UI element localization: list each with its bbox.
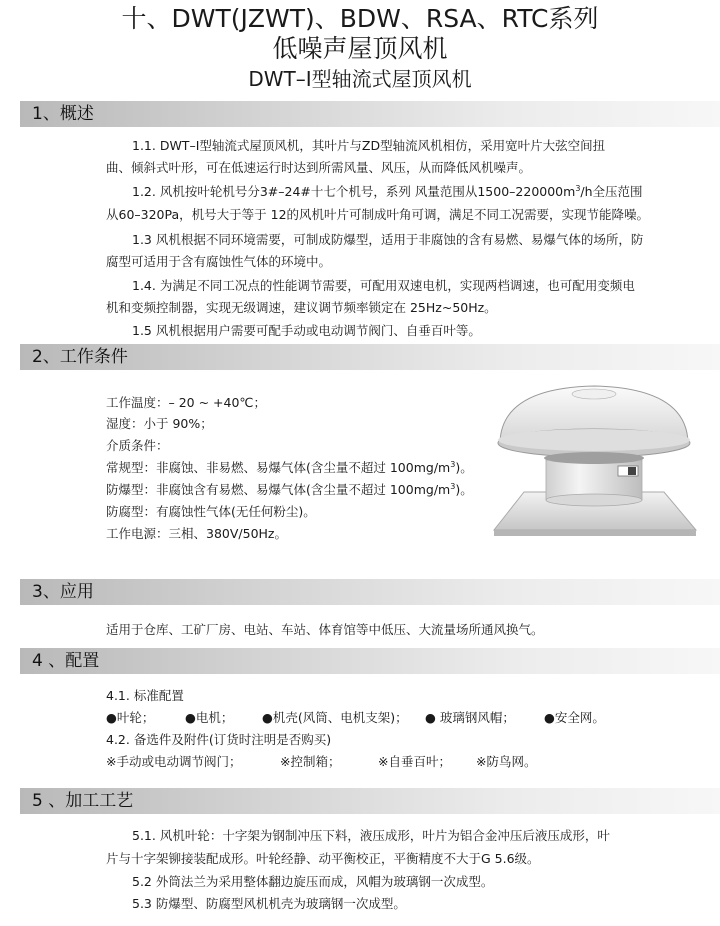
section-bar-application <box>20 579 720 605</box>
overview-line: 1.1. DWT–I型轴流式屋顶风机，其叶片与ZD型轴流风机相仿，采用宽叶片大弦空间扭 <box>132 138 606 153</box>
main-title-line2: 低噪声屋顶风机 <box>272 34 448 63</box>
optional-item: ※控制箱； <box>280 754 341 769</box>
section-heading-application: 3、应用 <box>32 582 94 602</box>
condition-line: 防腐型：有腐蚀性气体(无任何粉尘)。 <box>106 504 316 519</box>
superscript: 3 <box>450 459 456 469</box>
optional-item: ※手动或电动调节阀门； <box>106 754 242 769</box>
optional-item: ※防鸟网。 <box>476 754 537 769</box>
main-title: 十、DWT(JZWT)、BDW、RSA、RTC系列 <box>121 4 599 33</box>
condition-line: 湿度：小于 90%； <box>106 416 213 431</box>
section-bar-configuration <box>20 648 720 674</box>
standard-item: ●安全网。 <box>544 710 605 725</box>
section-bar-process <box>20 788 720 814</box>
superscript: 3 <box>575 183 581 193</box>
optional-config-title: 4.2. 备选件及附件(订货时注明是否购买) <box>106 732 332 747</box>
superscript: 3 <box>450 481 456 491</box>
standard-item: ●机壳(风筒、电机支架)； <box>262 710 408 725</box>
condition-line: 介质条件： <box>106 438 169 453</box>
section-heading-process: 5 、加工工艺 <box>32 791 134 811</box>
condition-line: 工作温度：– 20 ~ +40℃； <box>106 395 266 410</box>
overview-line: 机和变频控制器，实现无级调速，建议调节频率锁定在 25Hz~50Hz。 <box>106 300 497 315</box>
process-line: 片与十字架铆接装配成形。叶轮经静、动平衡校正，平衡精度不大于G 5.6级。 <box>106 851 540 866</box>
overview-line: 1.3 风机根据不同环境需要，可制成防爆型，适用于非腐蚀的含有易燃、易爆气体的场所，防 <box>132 232 644 247</box>
standard-item: ●电机； <box>185 710 234 725</box>
overview-line: 1.5 风机根据用户需要可配手动或电动调节阀门、自垂百叶等。 <box>132 323 481 338</box>
condition-line-part: )。 <box>455 482 473 497</box>
overview-line: 从60–320Pa，机号大于等于 12的风机叶片可制成叶角可调，满足不同工况需要，实现节能降噪。 <box>106 207 650 222</box>
subtitle: DWT–I型轴流式屋顶风机 <box>248 67 472 91</box>
section-heading-configuration: 4 、配置 <box>32 651 100 671</box>
overview-line: 曲、倾斜式叶形，可在低速运行时达到所需风量、风压，从而降低风机噪声。 <box>106 160 532 175</box>
condition-line-part: 防爆型：非腐蚀含有易燃、易爆气体(含尘量不超过 100mg/m <box>106 482 451 497</box>
section-bar-conditions <box>20 344 720 370</box>
section-heading-overview: 1、概述 <box>32 104 94 124</box>
overview-line-part: 1.2. 风机按叶轮机号分3#–24#十七个机号，系列 风量范围从1500–220000m <box>132 184 576 199</box>
process-line: 5.3 防爆型、防腐型风机机壳为玻璃钢一次成型。 <box>132 896 406 911</box>
condition-line <box>106 460 473 476</box>
standard-item: ●叶轮； <box>106 710 155 725</box>
overview-line: 1.4. 为满足不同工况点的性能调节需要，可配用双速电机，实现两档调速，也可配用变频电 <box>132 278 635 293</box>
application-text: 适用于仓库、工矿厂房、电站、车站、体育馆等中低压、大流量场所通风换气。 <box>106 622 544 637</box>
overview-line <box>132 184 643 200</box>
roof-fan-image <box>488 380 700 538</box>
section-bar-overview <box>20 101 720 127</box>
overview-line-part: /h全压范围 <box>580 184 643 199</box>
condition-line-part: 常规型：非腐蚀、非易燃、易爆气体(含尘量不超过 100mg/m <box>106 460 451 475</box>
overview-line: 腐型可适用于含有腐蚀性气体的环境中。 <box>106 254 332 269</box>
section-heading-conditions: 2、工作条件 <box>32 347 128 367</box>
condition-line-part: )。 <box>455 460 473 475</box>
standard-item: ● 玻璃钢风帽； <box>425 710 515 725</box>
process-line: 5.2 外筒法兰为采用整体翻边旋压而成，风帽为玻璃钢一次成型。 <box>132 874 494 889</box>
condition-line <box>106 482 473 498</box>
process-line: 5.1. 风机叶轮：十字架为钢制冲压下料，液压成形，叶片为铝合金冲压后液压成形，叶 <box>132 828 610 843</box>
standard-config-title: 4.1. 标准配置 <box>106 688 184 703</box>
condition-line: 工作电源：三相、380V/50Hz。 <box>106 526 287 541</box>
optional-item: ※自垂百叶； <box>378 754 451 769</box>
